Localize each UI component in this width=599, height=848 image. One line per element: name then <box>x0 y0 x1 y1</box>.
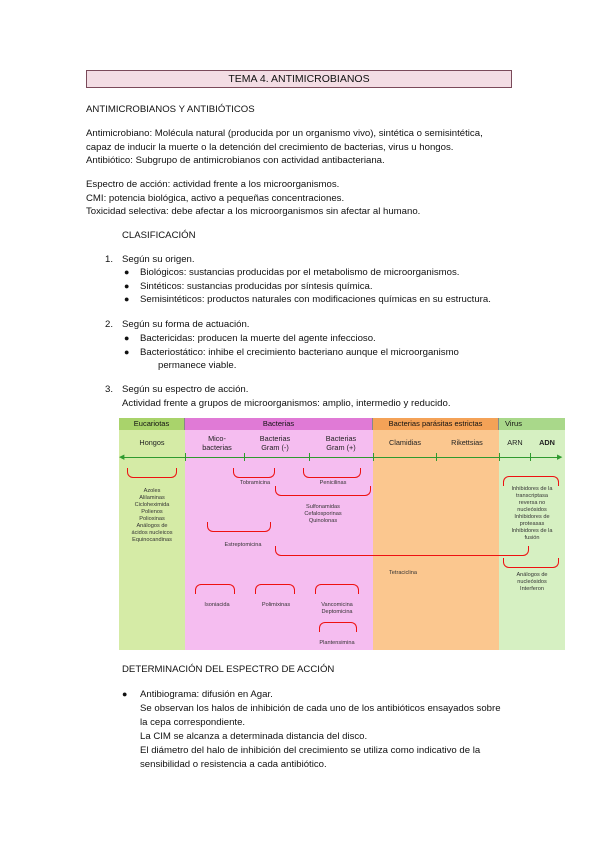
definition-line: Antimicrobiano: Molécula natural (producida por un organismo vivo), sintética o semisintética, <box>86 128 483 139</box>
axis-tick <box>244 453 245 461</box>
brace-estreptomicina <box>207 522 271 532</box>
spectrum-axis <box>123 457 561 458</box>
bullet-icon: ● <box>124 347 130 357</box>
brace-polimixinas <box>255 584 295 594</box>
brace-tobramicina <box>233 468 275 478</box>
drug-plantensimina: Plantensimina <box>319 640 355 646</box>
bullet-icon: ● <box>124 333 130 343</box>
brace-penicilinas <box>303 468 361 478</box>
antibiograma-line: Se observan los halos de inhibición de cada uno de los antibióticos ensayados sobre <box>140 703 501 714</box>
drug-isoniacida: Isoniacida <box>204 602 230 608</box>
drug-estreptomicina: Estreptomicina <box>224 542 262 548</box>
bullet-text: Bacteriostático: inhibe el crecimiento bacteriano aunque el microorganismo <box>140 347 459 358</box>
brace-plantensimina <box>319 622 357 632</box>
brace-hongos <box>127 468 177 478</box>
antibiograma-line: la cepa correspondiente. <box>140 717 246 728</box>
virus-inhibidores: Inhibidores de la transcriptasa reversa no nucleósidos Inhibidores de proteasas Inhibidores de la fusión <box>511 486 553 541</box>
brace-sulfonamidas <box>275 486 371 496</box>
concept-line: Toxicidad selectiva: debe afectar a los microorganismos sin afectar al humano. <box>86 206 421 217</box>
concept-line: Espectro de acción: actividad frente a los microorganismos. <box>86 179 340 190</box>
page-title: TEMA 4. ANTIMICROBIANOS <box>86 70 512 88</box>
list-number: 1. <box>105 254 114 265</box>
bullet-text: Biológicos: sustancias producidas por el metabolismo de microorganismos. <box>140 267 460 278</box>
axis-tick <box>373 453 374 461</box>
sub-arn: ARN <box>507 438 523 447</box>
axis-tick <box>185 453 186 461</box>
antibiograma-line: Antibiograma: difusión en Agar. <box>140 689 273 700</box>
axis-tick <box>309 453 310 461</box>
concept-line: CMI: potencia biológica, activo a pequeñas concentraciones. <box>86 193 345 204</box>
brace-virus-analogos <box>503 558 559 568</box>
list-item-text: Actividad frente a grupos de microorganismos: amplio, intermedio y reducido. <box>122 398 451 409</box>
definition-line: Antibiótico: Subgrupo de antimicrobianos con actividad antibacteriana. <box>86 155 385 166</box>
header-eucariotas: Eucariotas <box>119 418 185 430</box>
bullet-text: Bactericidas: producen la muerte del agente infeccioso. <box>140 333 376 344</box>
virus-analogos: Análogos de nucleósidos Interferon <box>516 572 548 592</box>
drug-vancomicina: Vancomicina Deptomicina <box>321 602 353 615</box>
list-item-title: Según su espectro de acción. <box>122 384 249 395</box>
sub-gram-neg: Bacterias Gram (-) <box>259 434 291 452</box>
brace-tetraciclina <box>275 546 529 556</box>
brace-isoniacida <box>195 584 235 594</box>
section-heading-antimicrobianos: ANTIMICROBIANOS Y ANTIBIÓTICOS <box>86 104 255 115</box>
drug-polimixinas: Polimixinas <box>261 602 291 608</box>
list-number: 3. <box>105 384 114 395</box>
header-parasitas: Bacterias parásitas estrictas <box>373 418 499 430</box>
drug-tobramicina: Tobramicina <box>239 480 271 486</box>
header-virus: Virus <box>499 418 565 430</box>
sub-hongos: Hongos <box>139 438 165 447</box>
sub-gram-pos: Bacterias Gram (+) <box>325 434 357 452</box>
brace-vancomicina <box>315 584 359 594</box>
sub-rikettsias: Rikettsias <box>451 438 483 447</box>
bullet-icon: ● <box>122 689 128 699</box>
axis-tick <box>436 453 437 461</box>
antibiograma-line: sensibilidad o resistencia a cada antibiótico. <box>140 759 327 770</box>
list-item-title: Según su forma de actuación. <box>122 319 250 330</box>
axis-tick <box>499 453 500 461</box>
antibiograma-line: El diámetro del halo de inhibición del crecimiento se utiliza como indicativo de la <box>140 745 481 756</box>
brace-virus-inhibidores <box>503 476 559 486</box>
list-item-title: Según su origen. <box>122 254 195 265</box>
list-number: 2. <box>105 319 114 330</box>
arrow-left-icon: ◀ <box>119 454 125 461</box>
section-heading-espectro: DETERMINACIÓN DEL ESPECTRO DE ACCIÓN <box>122 664 335 675</box>
drug-tetraciclina: Tetraciclina <box>389 570 417 576</box>
sub-micobacterias: Mico- bacterias <box>202 434 232 452</box>
header-bacterias: Bacterias <box>185 418 373 430</box>
clasificacion-heading: CLASIFICACIÓN <box>122 230 196 241</box>
arrow-right-icon: ▶ <box>557 454 563 461</box>
bullet-text: permanece viable. <box>158 360 237 371</box>
antibiograma-line: La CIM se alcanza a determinada distancia del disco. <box>140 731 368 742</box>
sub-adn: ADN <box>539 438 555 447</box>
definition-line: capaz de inducir la muerte o la detención del crecimiento de bacterias, virus u hongos. <box>86 142 454 153</box>
bullet-text: Sintéticos: sustancias producidas por síntesis química. <box>140 281 373 292</box>
axis-tick <box>530 453 531 461</box>
drug-sulfonamidas-group: Sulfonamidas Cefalosporinas Quinolonas <box>304 504 342 524</box>
spectrum-diagram <box>119 418 565 650</box>
bullet-icon: ● <box>124 281 130 291</box>
drug-penicilinas: Penicilinas <box>319 480 347 486</box>
bullet-icon: ● <box>124 294 130 304</box>
sub-clamidias: Clamidias <box>388 438 422 447</box>
bullet-text: Semisintéticos: productos naturales con modificaciones químicas en su estructura. <box>140 294 491 305</box>
bullet-icon: ● <box>124 267 130 277</box>
hongos-drugs: Azoles Alilaminas Cicloheximida Polienos Polioxinas Análogos de ácidos nucleicos Equinocandinas <box>131 488 173 543</box>
